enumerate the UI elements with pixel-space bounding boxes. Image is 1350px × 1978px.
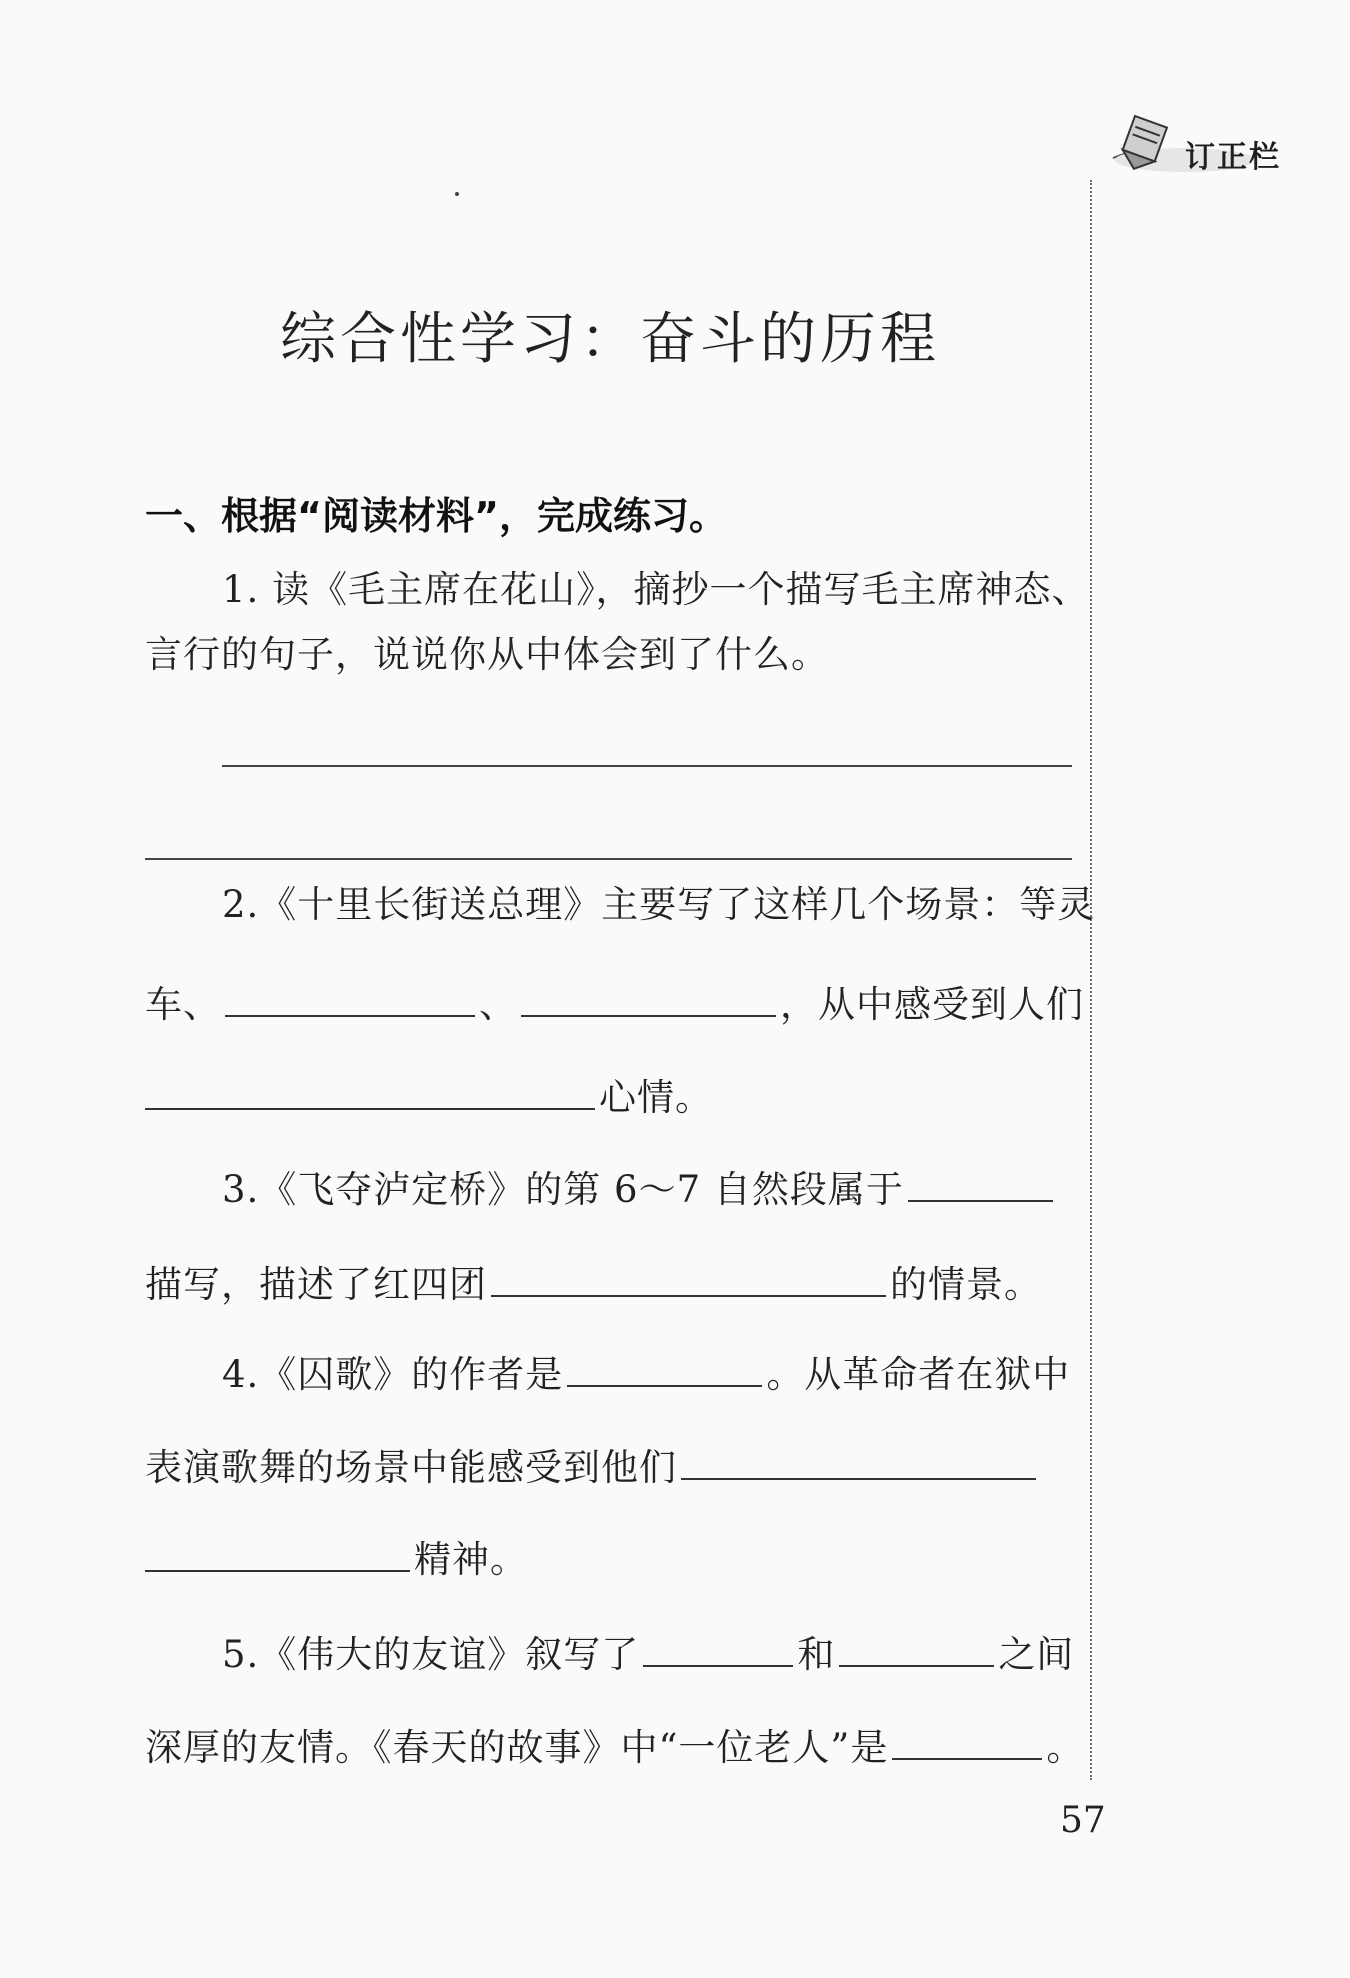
q2-text-2: 、 (479, 983, 517, 1026)
q5-text-2: 和 (797, 1633, 836, 1676)
q3-line-1 (222, 1160, 1075, 1215)
q2-text-1: 车、 (145, 983, 221, 1026)
q2-blank-3[interactable] (145, 1068, 595, 1110)
q5-line-1 (222, 1625, 1075, 1680)
q2-text-3: ，从中感受到人们 (780, 983, 1084, 1026)
q4-line-1 (222, 1345, 1075, 1400)
q5-text-4: 深厚的友情。《春天的故事》中“一位老人”是 (145, 1726, 889, 1769)
q3-text-3: 的情景。 (890, 1263, 1042, 1306)
speck (455, 192, 459, 196)
page-title: 综合性学习：奋斗的历程 (280, 307, 940, 372)
q4-line-2 (145, 1438, 1075, 1493)
q2-line-3 (145, 1068, 1075, 1123)
q2-blank-2[interactable] (521, 975, 776, 1017)
q5-text-3: 之间 (998, 1633, 1075, 1676)
q3-line-2 (145, 1255, 1075, 1310)
q3-text-2: 描写，描述了红四团 (145, 1263, 487, 1306)
q2-line-1: 2.《十里长街送总理》主要写了这样几个场景：等灵 (222, 883, 1096, 926)
page-number: 57 (1060, 1800, 1106, 1841)
q2-text-4: 心情。 (599, 1076, 713, 1119)
q4-text-2: 。从革命者在狱中 (766, 1353, 1071, 1396)
q2-blank-1[interactable] (225, 975, 475, 1017)
q3-text-1: 3.《飞夺泸定桥》的第 6～7 自然段属于 (222, 1168, 904, 1211)
q1-line-1: 1. 读《毛主席在花山》，摘抄一个描写毛主席神态、 (222, 568, 1090, 611)
q3-blank-2[interactable] (491, 1255, 886, 1297)
q3-blank-1[interactable] (908, 1160, 1053, 1202)
correction-divider (1090, 180, 1092, 1780)
q2-line-2 (145, 975, 1084, 1030)
q4-text-1: 4.《囚歌》的作者是 (222, 1353, 564, 1396)
q5-line-2 (145, 1718, 1085, 1773)
q4-line-3 (145, 1530, 1075, 1585)
q5-blank-1[interactable] (643, 1625, 793, 1667)
q4-blank-2[interactable] (681, 1438, 1036, 1480)
q5-blank-3[interactable] (892, 1718, 1042, 1760)
q1-answer-line-2[interactable] (145, 858, 1072, 860)
q1-answer-line-1[interactable] (222, 765, 1072, 767)
q4-blank-1[interactable] (567, 1345, 762, 1387)
q4-text-4: 精神。 (414, 1538, 528, 1581)
correction-label: 订正栏 (1185, 140, 1281, 175)
q4-blank-3[interactable] (145, 1530, 410, 1572)
q5-blank-2[interactable] (839, 1625, 994, 1667)
q5-text-1: 5.《伟大的友谊》叙写了 (222, 1633, 640, 1676)
correction-column-header (1105, 108, 1320, 178)
q4-text-3: 表演歌舞的场景中能感受到他们 (145, 1446, 677, 1489)
section-heading: 一、根据“阅读材料”，完成练习。 (145, 494, 727, 538)
q5-text-5: 。 (1046, 1726, 1085, 1769)
q1-line-2: 言行的句子，说说你从中体会到了什么。 (145, 633, 829, 676)
